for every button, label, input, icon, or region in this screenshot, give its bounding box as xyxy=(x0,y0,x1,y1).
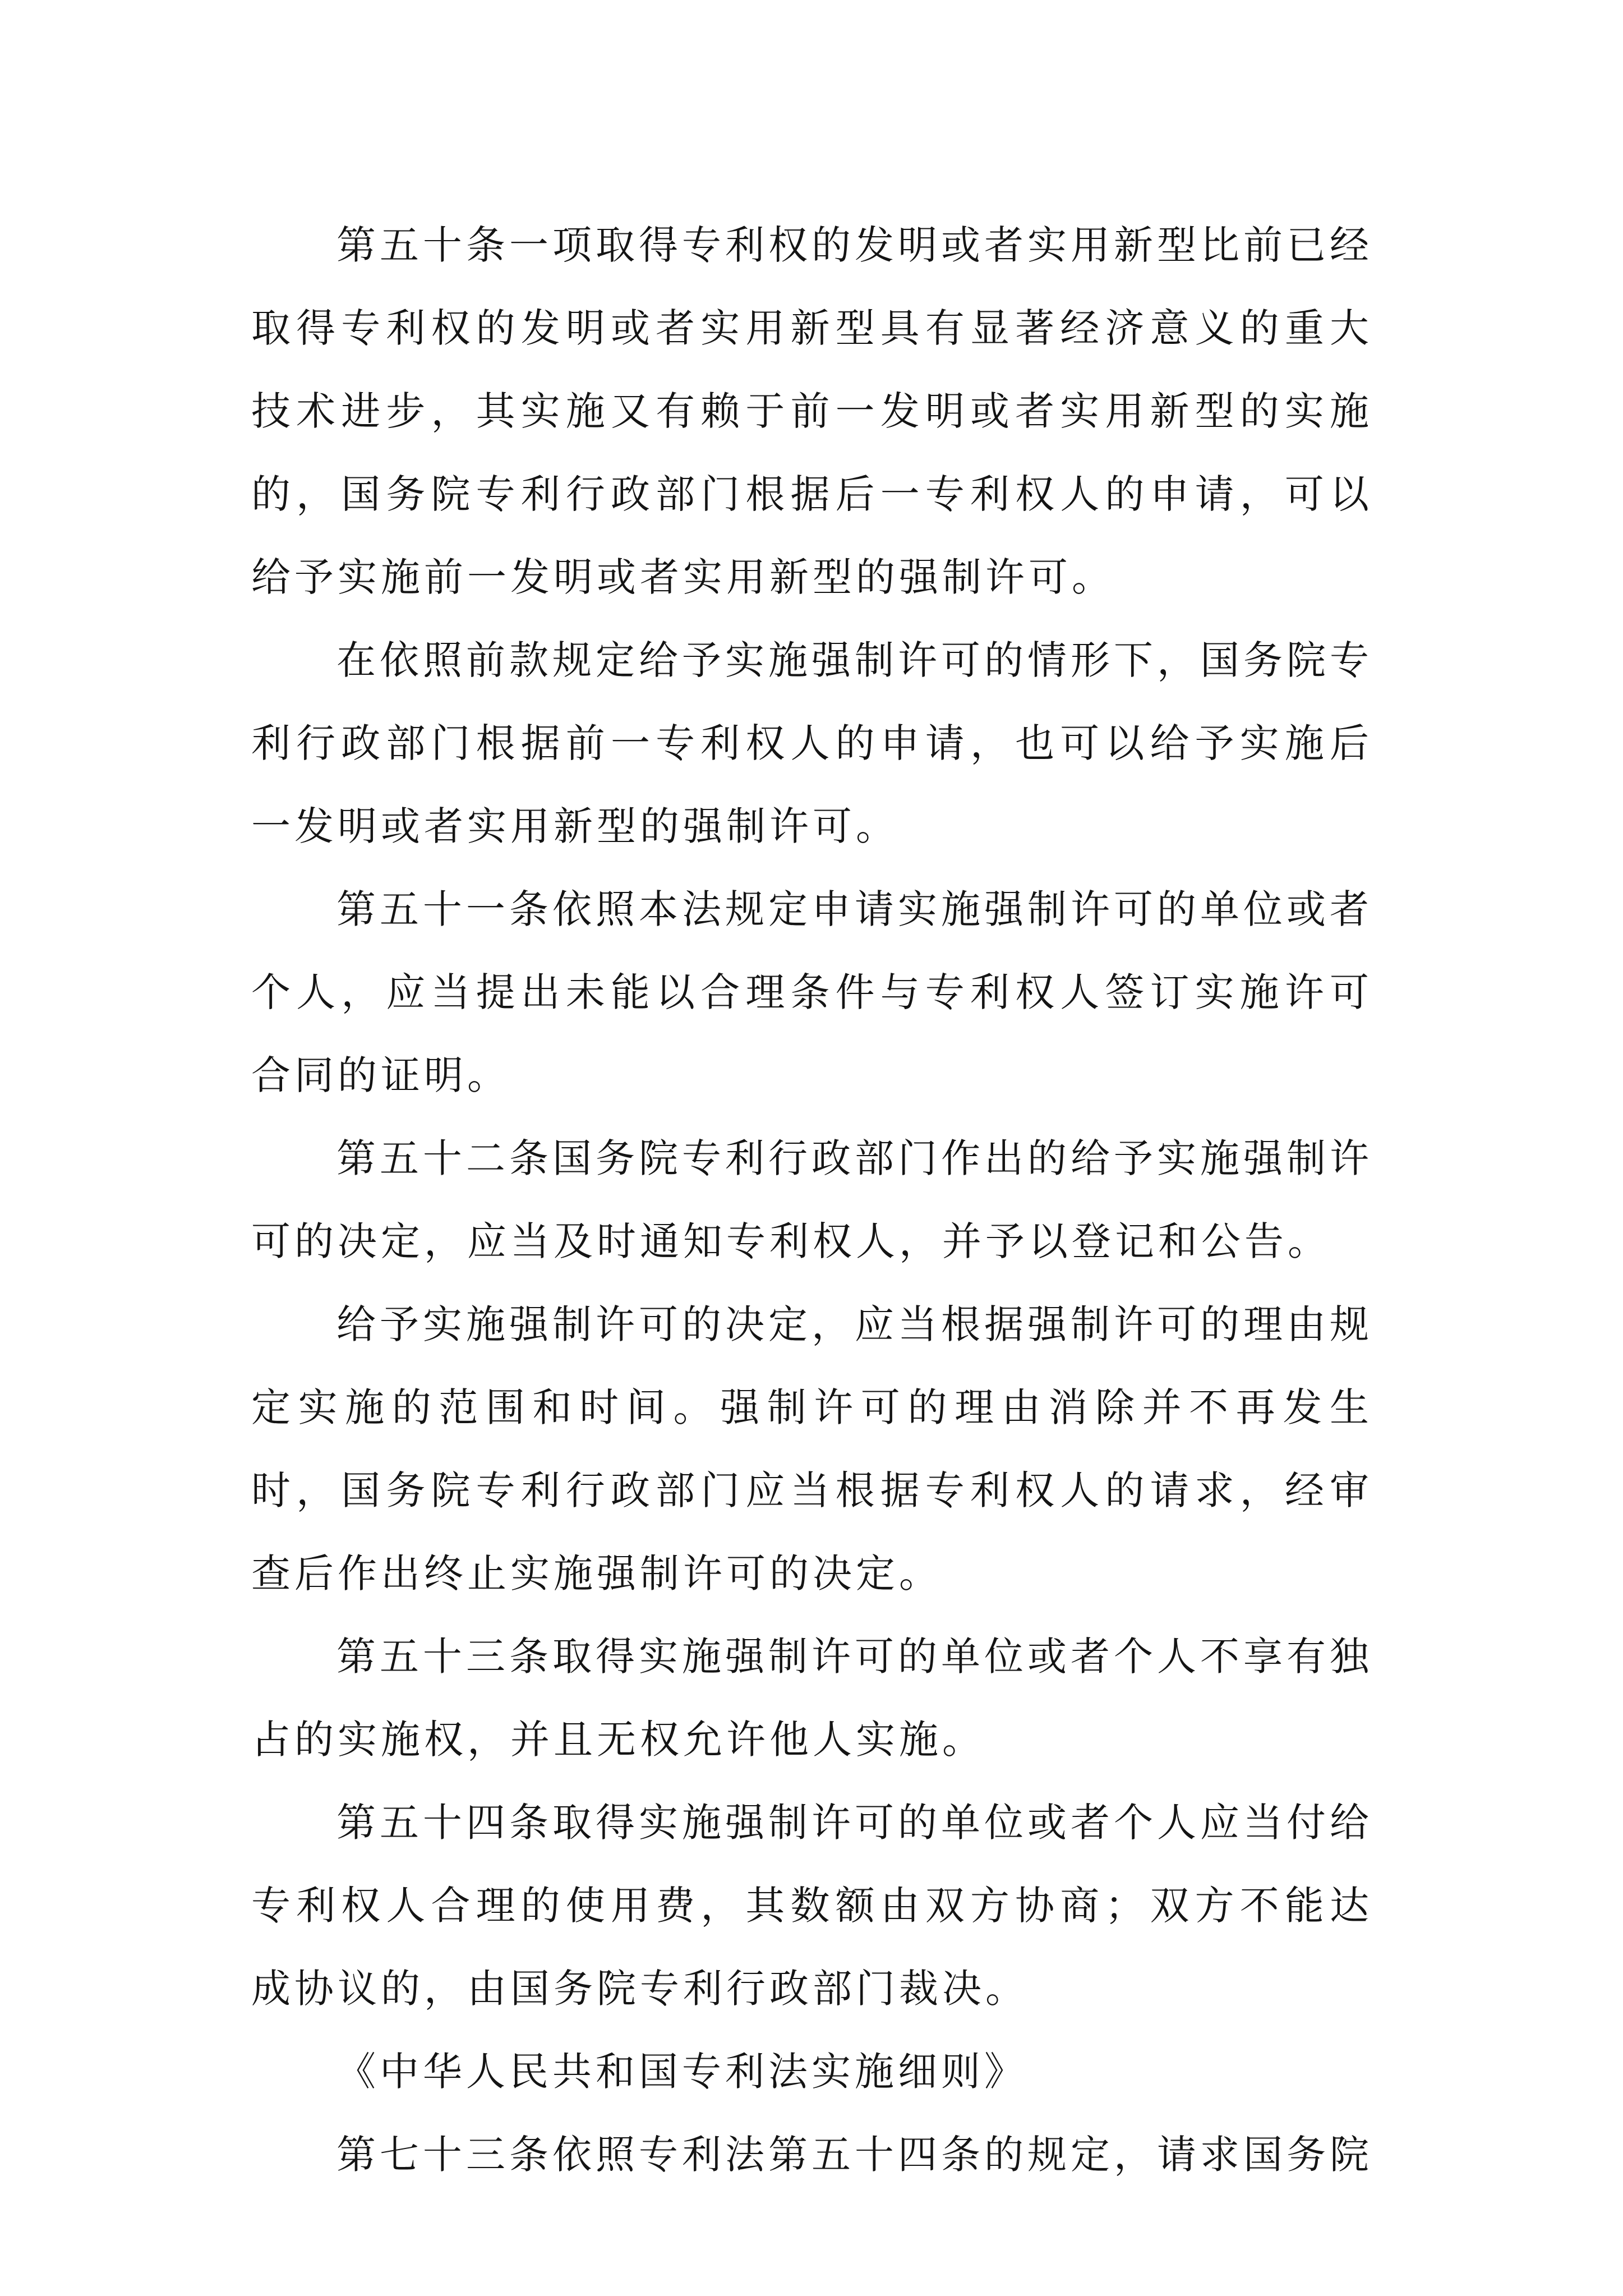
paragraph-article-53: 第五十三条取得实施强制许可的单位或者个人不享有独占的实施权，并且无权允许他人实施。 xyxy=(251,1634,1373,1763)
section-title: 《中华人民共和国专利法实施细则》 xyxy=(336,2049,1027,2095)
document-body xyxy=(251,204,1373,2196)
paragraph-article-54: 第五十四条取得实施强制许可的单位或者个人应当付给专利权人合理的使用费，其数额由双方协商；双方不能达成协议的，由国务院专利行政部门裁决。 xyxy=(251,1800,1373,2012)
paragraph-article-52-clause-2: 给予实施强制许可的决定，应当根据强制许可的理由规定实施的范围和时间。强制许可的理由消除并不再发生时，国务院专利行政部门应当根据专利权人的请求，经审查后作出终止实施强制许可的决定。 xyxy=(251,1301,1373,1596)
paragraph-article-50-clause-2: 在依照前款规定给予实施强制许可的情形下，国务院专利行政部门根据前一专利权人的申请，也可以给予实施后一发明或者实用新型的强制许可。 xyxy=(251,637,1373,849)
paragraph-article-50: 第五十条一项取得专利权的发明或者实用新型比前已经取得专利权的发明或者实用新型具有显著经济意义的重大技术进步，其实施又有赖于前一发明或者实用新型的实施的，国务院专利行政部门根据后一专利权人的申请，可以给予实施前一发明或者实用新型的强制许可。 xyxy=(251,222,1373,600)
paragraph-article-73: 第七十三条依照专利法第五十四条的规定，请求国务院 xyxy=(336,2132,1373,2178)
paragraph-article-51: 第五十一条依照本法规定申请实施强制许可的单位或者个人，应当提出未能以合理条件与专利权人签订实施许可合同的证明。 xyxy=(251,886,1373,1098)
paragraph-article-52: 第五十二条国务院专利行政部门作出的给予实施强制许可的决定，应当及时通知专利权人，并予以登记和公告。 xyxy=(251,1135,1373,1264)
